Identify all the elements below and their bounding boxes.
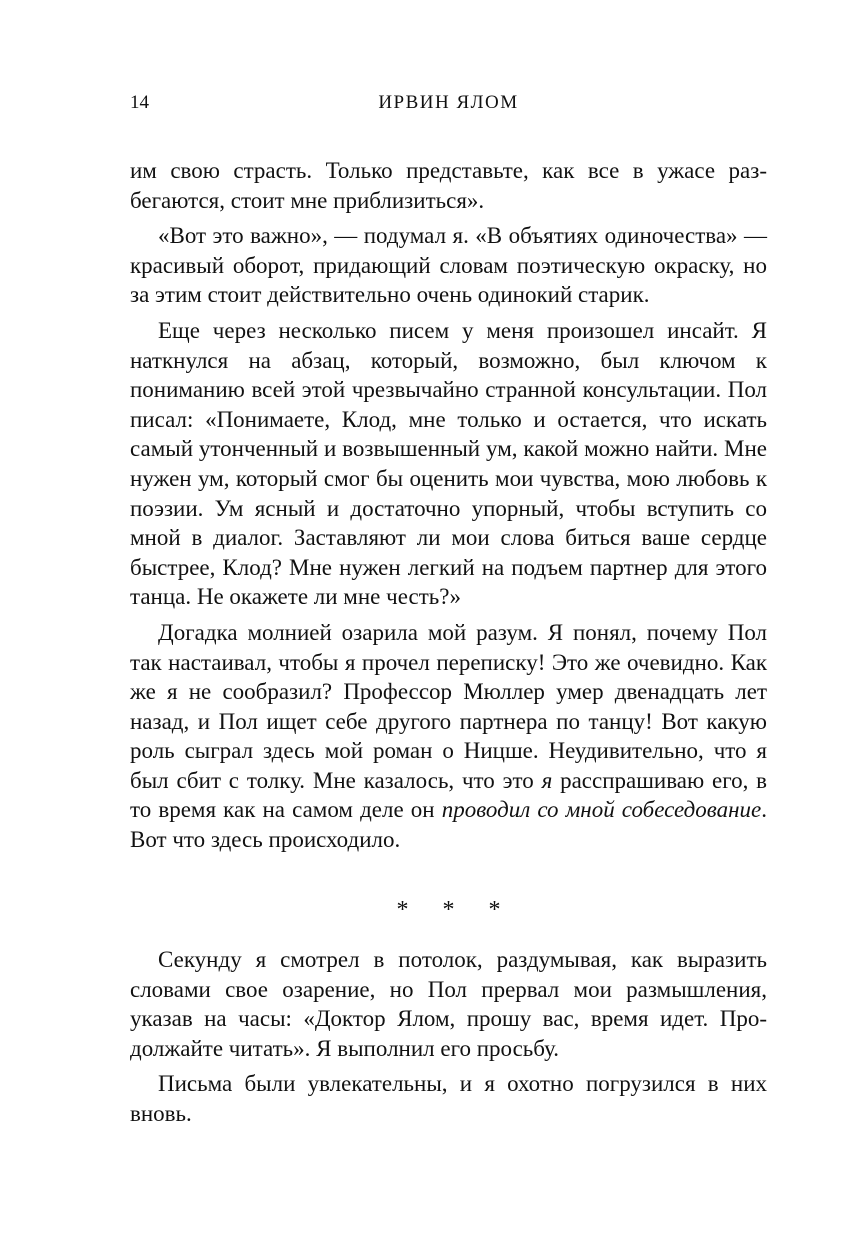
paragraph-4-emphasis-2: проводил со мной собеседование (441, 797, 762, 823)
main-text-continued (130, 945, 767, 1135)
paragraph-4-emphasis-1: я (541, 767, 553, 793)
paragraph-5: Секунду я смотрел в потолок, раздумывая, как выразить словами свое озарение, но Пол прервал мои размышления, указав на часы: «Доктор Ялом, прошу вас, время идет. Продолжайте читать». Я выполнил его просьбу. (130, 947, 767, 1061)
paragraph-1: им свою страсть. Только представьте, как все в ужасе разбегаются, стоит мне приблизиться». (130, 158, 767, 213)
paragraph-4-text-3: . Вот что здесь происходило. (130, 797, 767, 853)
paragraph-4 (130, 618, 767, 855)
page-header (130, 92, 767, 122)
paragraph-4-text-1: Догадка молнией озарила мой разум. Я понял, почему Пол так настаивал, чтобы я прочел переписку! Это же очевидно. Как же я не сообразил? Профессор Мюллер умер двенадцать лет назад, и Пол ищет себе другого партнера по танцу! Вот какую роль сыграл здесь мой роман о Ницше. Неудивительно, что я был сбит с толку. Мне казалось, что это (130, 619, 767, 793)
section-separator: * * * (396, 897, 515, 923)
paragraph-2: «Вот это важно», — подумал я. «В объятиях одиночества» — красивый оборот, придающий словам поэтическую окраску, но за этим стоит действительно очень одинокий старик. (130, 223, 767, 308)
paragraph-3: Еще через несколько писем у меня произошел инсайт. Я наткнулся на абзац, который, возможно, был ключом к пониманию всей этой чрезвычайно странной консультации. Пол писал: «Понимаете, Клод, мне только и остается, что искать самый утонченный и возвышенный ум, какой можно найти. Мне нужен ум, который смог бы оценить мои чувства, мою любовь к поэзии. Ум ясный и достаточно упорный, чтобы вступить со мной в диалог. Заставляют ли мои слова биться ваше сердце быстрее, Клод? Мне нужен легкий на подъем партнер для этого танца. Не окажете ли мне честь?» (130, 317, 767, 610)
paragraph-6: Письма были увлекательны, и я охотно погрузился в них вновь. (130, 1071, 767, 1126)
running-title: ИРВИН ЯЛОМ (378, 92, 519, 113)
main-text (130, 156, 767, 861)
page-number: 14 (130, 92, 149, 113)
paragraph-4-text-2: расспрашиваю его, в то время как на самом деле он (130, 767, 767, 823)
